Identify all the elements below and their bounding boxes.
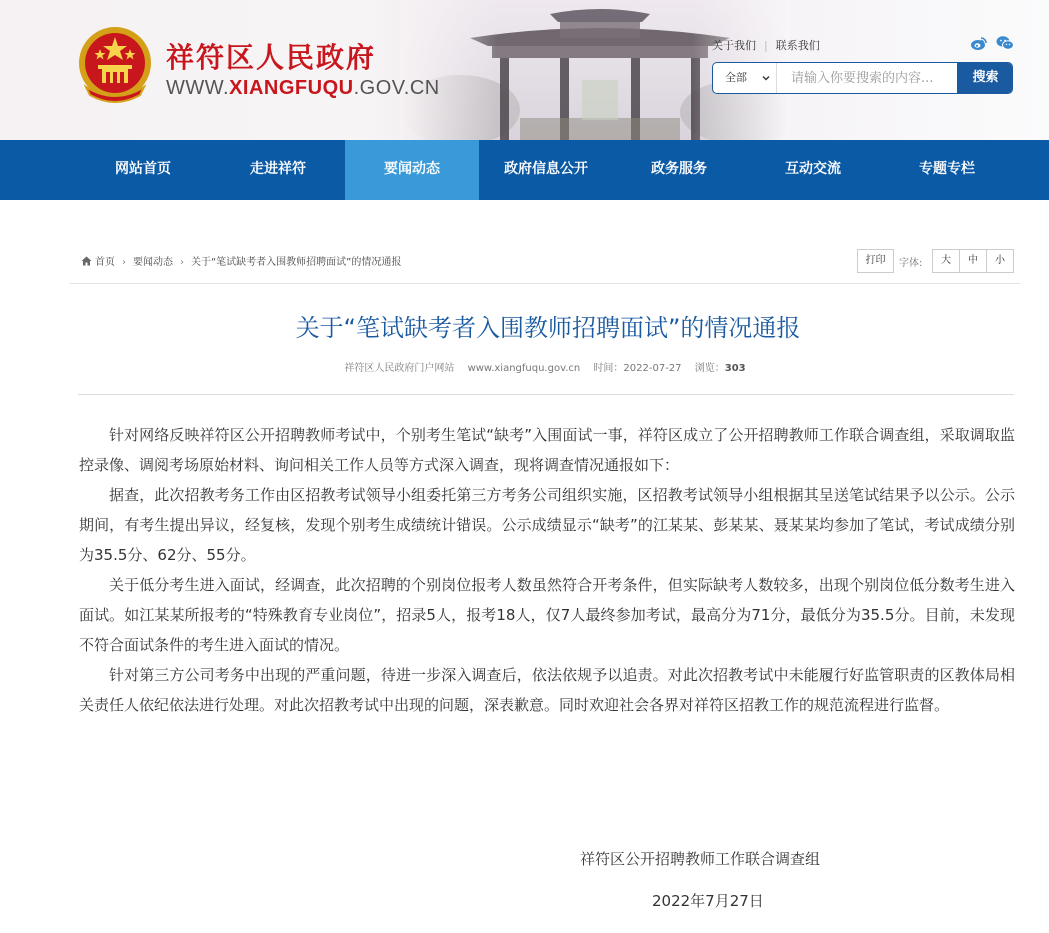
divider bbox=[70, 283, 1020, 284]
article-signature: 祥符区公开招聘教师工作联合调查组 bbox=[580, 850, 821, 868]
chevron-right-icon: › bbox=[122, 257, 126, 268]
weibo-icon[interactable] bbox=[970, 35, 988, 51]
site-header bbox=[0, 0, 1049, 140]
chevron-right-icon: › bbox=[180, 257, 184, 268]
article-title: 关于“笔试缺考者入围教师招聘面试”的情况通报 bbox=[295, 314, 801, 342]
site-domain: WWW.XIANGFUQU.GOV.CN bbox=[166, 77, 440, 99]
print-button[interactable]: 打印 bbox=[857, 249, 894, 273]
article-date: 2022年7月27日 bbox=[652, 892, 764, 910]
site-name: 祥符区人民政府 bbox=[166, 41, 377, 74]
font-size-small-button[interactable]: 小 bbox=[986, 249, 1014, 273]
top-links bbox=[712, 37, 820, 53]
breadcrumb bbox=[81, 253, 401, 268]
divider bbox=[78, 394, 1014, 395]
national-emblem-logo bbox=[76, 25, 154, 105]
article-paragraph: 关于低分考生进入面试，经调查，此次招聘的个别岗位报考人数虽然符合开考条件，但实际缺考人数较多，出现个别岗位低分数考生进入面试。如江某某所报考的“特殊教育专业岗位”，招录5人，报考18人，仅7人最终参加考试，最高分为71分，最低分为35.5分。目前，未发现不符合面试条件的考生进入面试的情况。 bbox=[79, 576, 1015, 654]
search-scope-select[interactable] bbox=[713, 63, 777, 93]
home-icon bbox=[81, 256, 92, 266]
nav-item-gov-info[interactable]: 政府信息公开 bbox=[504, 161, 588, 177]
nav-item-home[interactable]: 网站首页 bbox=[115, 161, 171, 177]
chevron-down-icon bbox=[762, 74, 770, 82]
breadcrumb-current[interactable]: 关于“笔试缺考者入围教师招聘面试”的情况通报 bbox=[191, 257, 402, 268]
link-divider: | bbox=[764, 39, 768, 52]
about-link[interactable]: 关于我们 bbox=[712, 39, 756, 52]
article-site: www.xiangfuqu.gov.cn bbox=[467, 363, 581, 374]
main-nav bbox=[0, 140, 1049, 200]
search-button[interactable]: 搜索 bbox=[957, 62, 1013, 94]
search-box bbox=[712, 62, 1013, 94]
contact-link[interactable]: 联系我们 bbox=[775, 39, 820, 52]
search-scope-value: 全部 bbox=[725, 71, 747, 84]
breadcrumb-section[interactable]: 要闻动态 bbox=[133, 257, 173, 268]
nav-item-interaction[interactable]: 互动交流 bbox=[785, 161, 841, 177]
article-time: 时间：2022-07-27 bbox=[593, 363, 682, 374]
article-source: 祥符区人民政府门户网站 bbox=[344, 363, 455, 374]
article-paragraph: 针对第三方公司考务中出现的严重问题，待进一步深入调查后，依法依规予以追责。对此次招教考试中未能履行好监管职责的区教体局相关责任人依纪依法进行处理。对此次招教考试中出现的问题，深表歉意。同时欢迎社会各界对祥符区招教工作的规范流程进行监督。 bbox=[79, 666, 1015, 714]
article-paragraph: 据查，此次招教考务工作由区招教考试领导小组委托第三方考务公司组织实施，区招教考试领导小组根据其呈送笔试结果予以公示。公示期间，有考生提出异议，经复核，发现个别考生成绩统计错误。公示成绩显示“缺考”的江某某、彭某某、聂某某均参加了笔试，考试成绩分别为35.5分、62分、55分。 bbox=[79, 486, 1015, 564]
article-paragraph: 针对网络反映祥符区公开招聘教师考试中，个别考生笔试“缺考”入围面试一事，祥符区成立了公开招聘教师工作联合调查组，采取调取监控录像、调阅考场原始材料、询问相关工作人员等方式深入调查，现将调查情况通报如下： bbox=[79, 426, 1015, 474]
font-size-label: 字体: bbox=[899, 258, 923, 269]
nav-item-news[interactable]: 要闻动态 bbox=[345, 140, 479, 200]
article-body bbox=[79, 420, 1015, 720]
nav-item-about-xiangfu[interactable]: 走进祥符 bbox=[250, 161, 306, 177]
article-views: 浏览：303 bbox=[694, 363, 746, 374]
breadcrumb-home[interactable]: 首页 bbox=[95, 257, 115, 268]
nav-item-services[interactable]: 政务服务 bbox=[651, 161, 707, 177]
search-input[interactable] bbox=[779, 63, 955, 93]
font-size-medium-button[interactable]: 中 bbox=[959, 249, 987, 273]
font-size-large-button[interactable]: 大 bbox=[932, 249, 960, 273]
article-meta bbox=[0, 359, 1049, 374]
nav-item-topics[interactable]: 专题专栏 bbox=[919, 161, 975, 177]
wechat-icon[interactable] bbox=[996, 35, 1014, 51]
